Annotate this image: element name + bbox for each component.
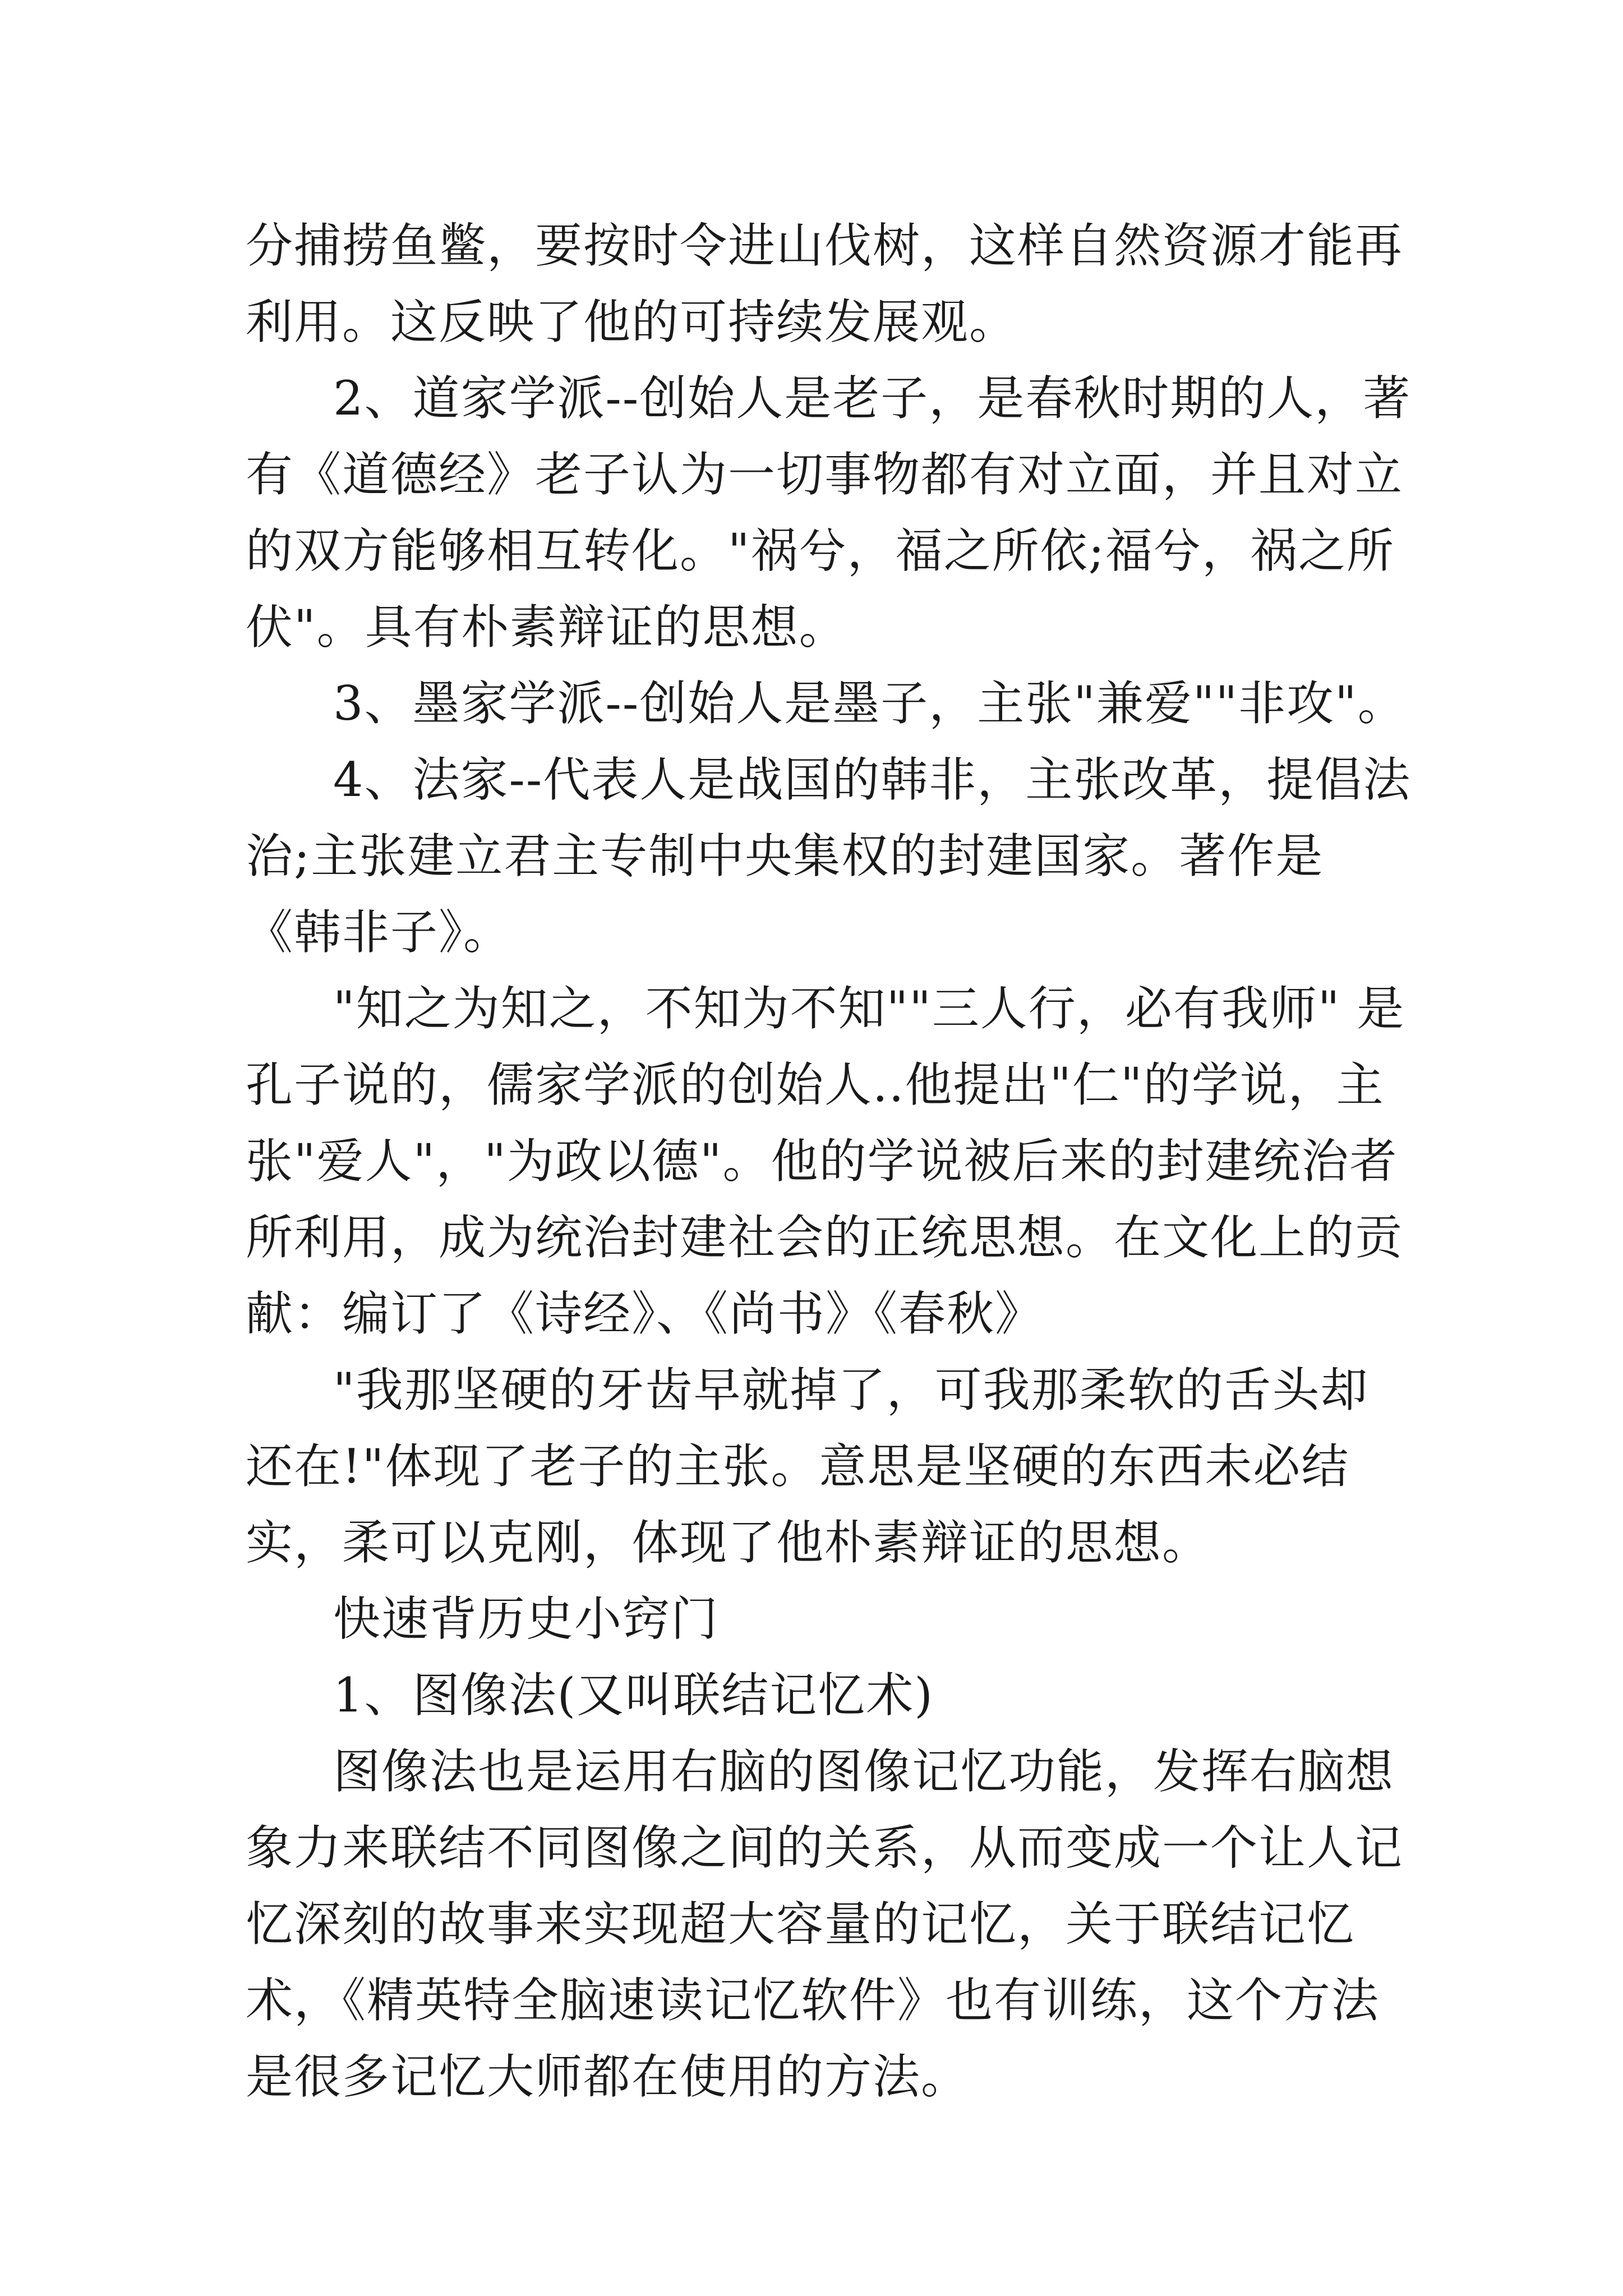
paragraph-6: "我那坚硬的牙齿早就掉了，可我那柔软的舌头却还在!"体现了老子的主张。意思是坚硬的东西未必结实，柔可以克刚，体现了他朴素辩证的思想。 bbox=[246, 1363, 1369, 1570]
paragraph-3: 3、墨家学派--创始人是墨子，主张"兼爱""非攻"。 bbox=[333, 676, 1406, 731]
paragraph-4: 4、法家--代表人是战国的韩非，主张改革，提倡法治;主张建立君主专制中央集权的封建国家。著作是《韩非子》。 bbox=[246, 752, 1412, 960]
paragraph-2: 2、道家学派--创始人是老子，是春秋时期的人，著有《道德经》老子认为一切事物都有对立面，并且对立的双方能够相互转化。"祸兮，福之所依;福兮，祸之所伏"。具有朴素辩证的思想。 bbox=[246, 371, 1412, 655]
paragraph-1: 分捕捞鱼鳖，要按时令进山伐树，这样自然资源才能再利用。这反映了他的可持续发展观。 bbox=[246, 218, 1404, 349]
document-body bbox=[246, 208, 1412, 2115]
section-heading: 快速背历史小窍门 bbox=[333, 1591, 720, 1646]
subheading-1: 1、图像法(又叫联结记忆术) bbox=[333, 1668, 934, 1723]
paragraph-5: "知之为知之，不知为不知""三人行，必有我师" 是孔子说的，儒家学派的创始人..他提出"仁"的学说，主张"爱人"，"为政以德"。他的学说被后来的封建统治者所利用，成为统治封建社会的正统思想。在文化上的贡献：编订了《诗经》、《尚书》《春秋》 bbox=[246, 981, 1405, 1341]
paragraph-7: 图像法也是运用右脑的图像记忆功能，发挥右脑想象力来联结不同图像之间的关系，从而变成一个让人记忆深刻的故事来实现超大容量的记忆，关于联结记忆术，《精英特全脑速读记忆软件》也有训练，这个方法是很多记忆大师都在使用的方法。 bbox=[246, 1744, 1404, 2104]
